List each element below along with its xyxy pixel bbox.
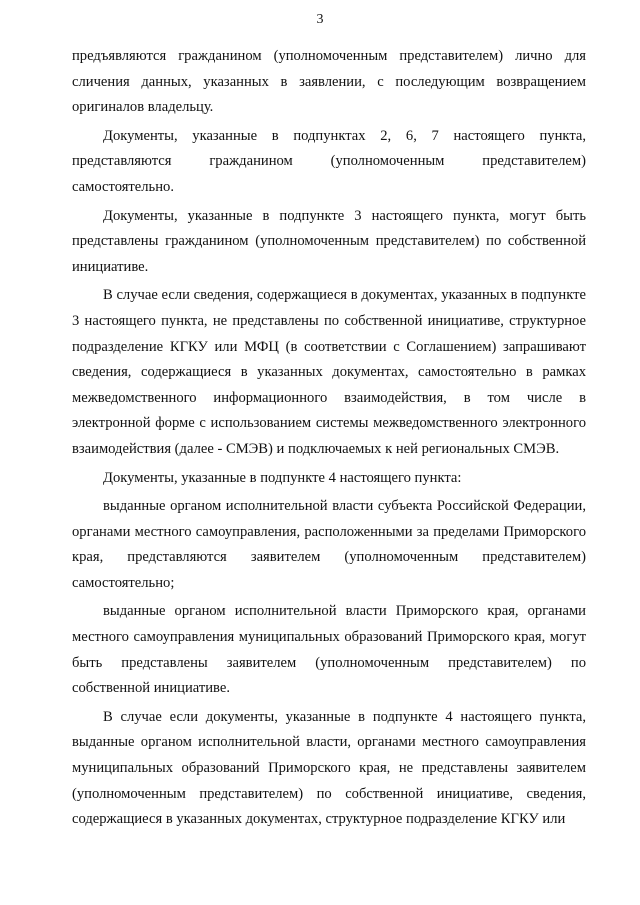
paragraph-continuation: предъявляются гражданином (уполномоченным представителем) лично для сличения данных, указанных в заявлении, с последующим возвращением оригиналов владельцу.	[72, 48, 586, 116]
paragraph-documents-4: Документы, указанные в подпункте 4 настоящего пункта:	[103, 469, 462, 486]
paragraph-not-submitted: В случае если документы, указанные в подпункте 4 настоящего пункта, выданные органом исполнительной власти, органами местного самоуправления муниципальных образований Приморского края, не представлены заявителем (уполномоченным представителем) по собственной инициативе, сведения, содержащиеся в указанных документах, структурное подразделение КГКУ или	[72, 708, 586, 828]
paragraph-issued-primorsky: выданные органом исполнительной власти Приморского края, органами местного самоуправления муниципальных образований Приморского края, могут быть представлены заявителем (уполномоченным представителем) по собственной инициативе.	[72, 603, 586, 697]
document-body	[72, 44, 586, 836]
page-number: 3	[316, 12, 324, 27]
paragraph-documents-3: Документы, указанные в подпункте 3 настоящего пункта, могут быть представлены гражданином (уполномоченным представителем) по собственной инициативе.	[72, 207, 586, 275]
paragraph-documents-2-6-7: Документы, указанные в подпунктах 2, 6, 7 настоящего пункта, представляются гражданином (уполномоченным представителем) самостоятельно.	[72, 127, 586, 195]
paragraph-issued-other-regions: выданные органом исполнительной власти субъекта Российской Федерации, органами местного самоуправления, расположенными за пределами Приморского края, представляются заявителем (уполномоченным представителем) самостоятельно;	[72, 498, 586, 591]
paragraph-smev-request: В случае если сведения, содержащиеся в документах, указанных в подпункте 3 настоящего пункта, не представлены по собственной инициативе, структурное подразделение КГКУ или МФЦ (в соответствии с Соглашением) запрашивают сведения, содержащиеся в указанных документах, самостоятельно в рамках межведомственного информационного взаимодействия, в том числе в электронной форме с использованием системы межведомственного электронного взаимодействия (далее - СМЭВ) и подключаемых к ней региональных СМЭВ.	[72, 287, 586, 457]
